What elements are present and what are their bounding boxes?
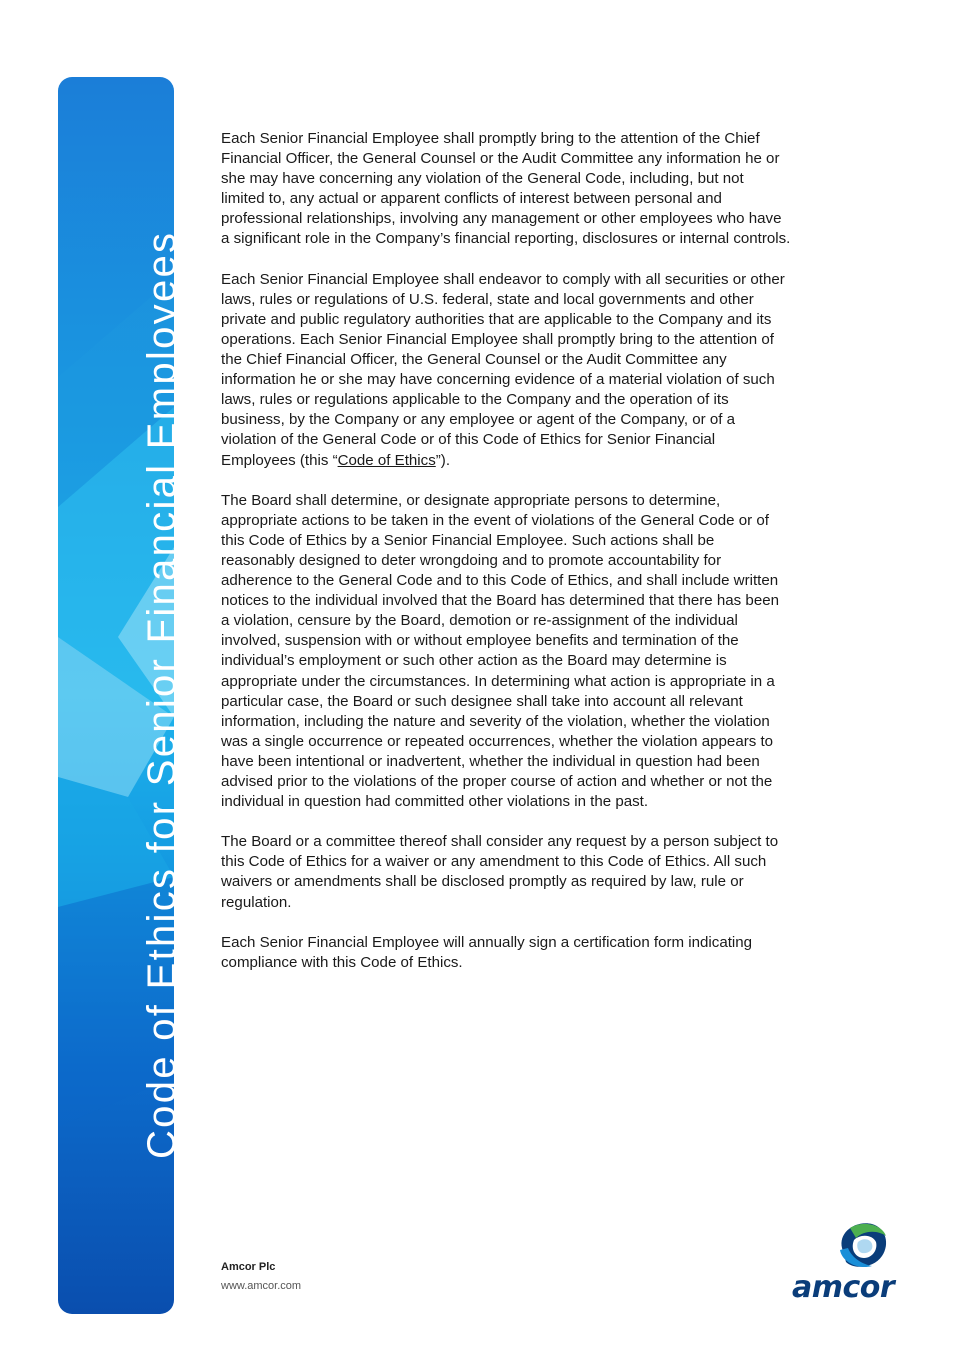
paragraph: Each Senior Financial Employee shall promptly bring to the attention of the Chief Financial Officer, the General Counsel or the Audit Committee any information he or she may have concerning any violation of the General Code, including, but not limited to, any actual or apparent conflicts of interest between personal and professional relationships, involving any management or other employees who have a significant role in the Company’s financial reporting, disclosures or internal controls. [221,130,791,248]
amcor-wordmark: amcor [792,1270,895,1305]
footer-url: www.amcor.com [221,1280,302,1292]
paragraph [221,270,791,471]
paragraph: The Board or a committee thereof shall consider any request by a person subject to this Code of Ethics for a waiver or any amendment to this Code of Ethics. All such waivers or amendments shall be disclosed promptly as required by law, rule or regulation. [221,833,779,911]
amcor-logo [792,1218,902,1308]
code-of-ethics-term: Code of Ethics [337,451,436,469]
paragraph-text: ”). [435,451,451,469]
footer-company: Amcor Plc [221,1261,276,1273]
paragraph: The Board shall determine, or designate appropriate persons to determine, appropriate actions to be taken in the event of violations of the General Code or of this Code of Ethics by a Senior Financial Employee. Such actions shall be reasonably designed to deter wrongdoing and to promote accountability for adherence to the General Code and to this Code of Ethics, and shall include written notices to the individual involved that the Board has determined that there has been a violation, censure by the Board, demotion or re-assignment of the individual involved, suspension with or without employee benefits and termination of the individual’s employment or such other action as the Board may determine is appropriate under the circumstances. In determining what action is appropriate in a particular case, the Board or such designee shall take into account all relevant information, including the nature and severity of the violation, whether the violation was a single occurrence or repeated occurrences, whether the violation appears to have been intentional or inadvertent, whether the individual in question had been advised prior to the violations of the proper course of action and whether or not the individual in question had committed other violations in the past. [221,491,779,811]
amcor-logo-icon [832,1218,892,1272]
side-banner [58,77,184,1314]
body-content [221,129,791,993]
paragraph: Each Senior Financial Employee will annually sign a certification form indicating compliance with this Code of Ethics. [221,933,753,971]
sidebar-title: Code of Ethics for Senior Financial Employees [140,230,184,1159]
paragraph-text: Each Senior Financial Employee shall endeavor to comply with all securities or other laws, rules or regulations of U.S. federal, state and local governments and other private and public regulatory authorities that are applicable to the Company and its operations. Each Senior Financial Employee shall promptly bring to the attention of the Chief Financial Officer, the General Counsel or the Audit Committee any information he or she may have concerning evidence of a material violation of such laws, rules or regulations applicable to the Company and the operation of its business, by the Company or any employee or agent of the Company, or of a violation of the General Code or of this Code of Ethics for Senior Financial Employees (this “ [221,270,785,469]
